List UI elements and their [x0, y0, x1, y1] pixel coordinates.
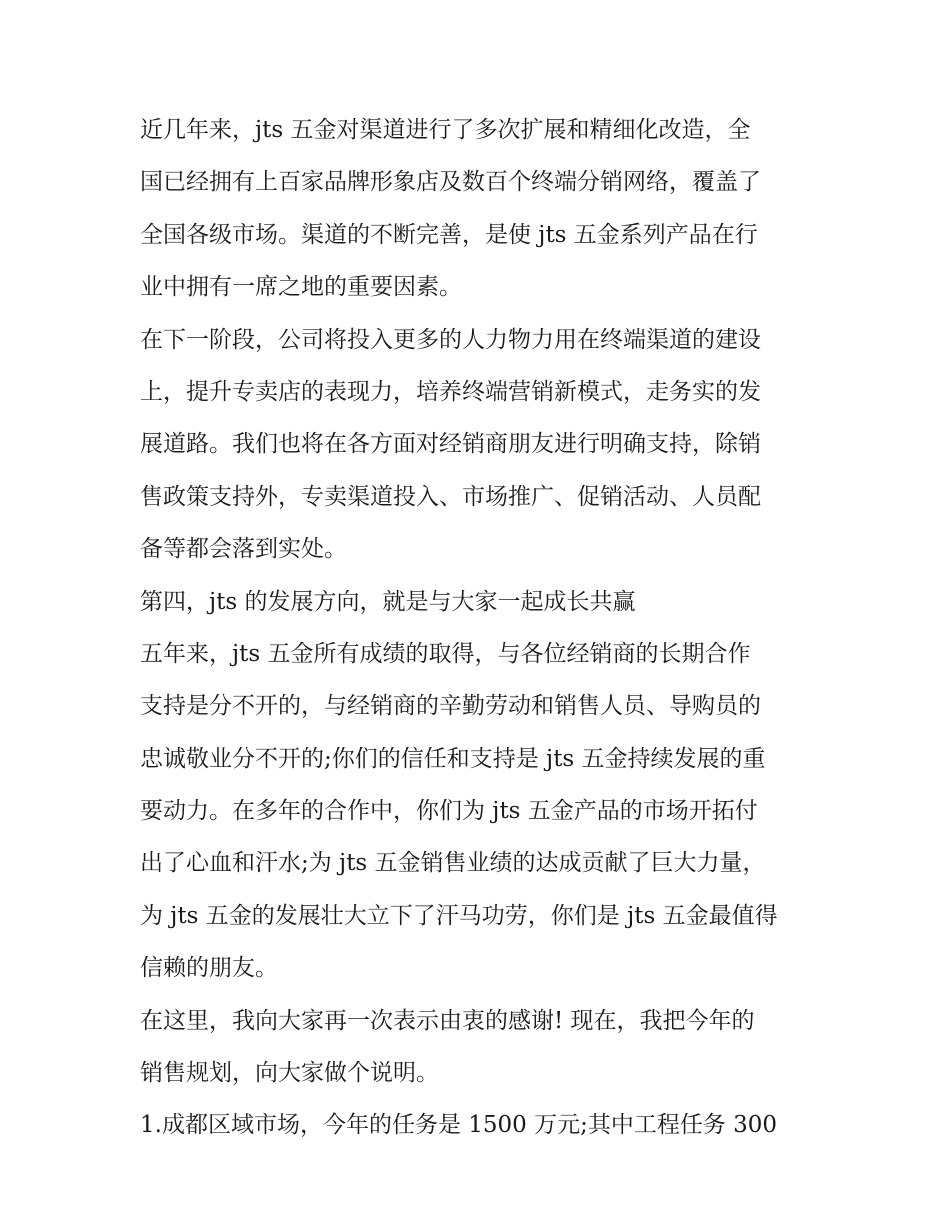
text-line: 在这里，我向大家再一次表示由衷的感谢! 现在，我把今年的: [140, 1007, 755, 1034]
text-line: 上，提升专卖店的表现力，培养终端营销新模式，走务实的发: [140, 378, 761, 405]
text-line: 近几年来，jts 五金对渠道进行了多次扩展和精细化改造，全: [140, 117, 751, 143]
text-line: 五年来，jts 五金所有成绩的取得，与各位经销商的长期合作: [140, 640, 751, 667]
section-heading: 第四，jts 的发展方向，就是与大家一起成长共赢: [140, 588, 636, 615]
text-line: 出了心血和汗水;为 jts 五金销售业绩的达成贡献了巨大力量，: [140, 850, 766, 877]
text-line: 备等都会落到实处。: [140, 536, 347, 563]
document-body: [140, 104, 816, 1152]
text-line: 全国各级市场。渠道的不断完善，是使 jts 五金系列产品在行: [140, 221, 758, 248]
text-line: 忠诚敬业分不开的;你们的信任和支持是 jts 五金持续发展的重: [140, 745, 766, 772]
text-line: 国已经拥有上百家品牌形象店及数百个终端分销网络，覆盖了: [140, 169, 761, 196]
text-line: 展道路。我们也将在各方面对经销商朋友进行明确支持，除销: [140, 431, 761, 458]
text-line: 业中拥有一席之地的重要因素。: [140, 274, 462, 301]
text-line: 为 jts 五金的发展壮大立下了汗马功劳，你们是 jts 五金最值得: [140, 902, 778, 929]
text-line: 支持是分不开的，与经销商的辛勤劳动和销售人员、导购员的: [140, 693, 761, 720]
list-item: 1.成都区域市场，今年的任务是 1500 万元;其中工程任务 300: [140, 1112, 778, 1139]
text-line: 要动力。在多年的合作中，你们为 jts 五金产品的市场开拓付: [140, 798, 758, 825]
text-line: 销售规划，向大家做个说明。: [140, 1060, 439, 1087]
text-line: 在下一阶段，公司将投入更多的人力物力用在终端渠道的建设: [140, 326, 761, 353]
text-line: 信赖的朋友。: [140, 955, 278, 982]
text-line: 售政策支持外，专卖渠道投入、市场推广、促销活动、人员配: [140, 483, 761, 510]
